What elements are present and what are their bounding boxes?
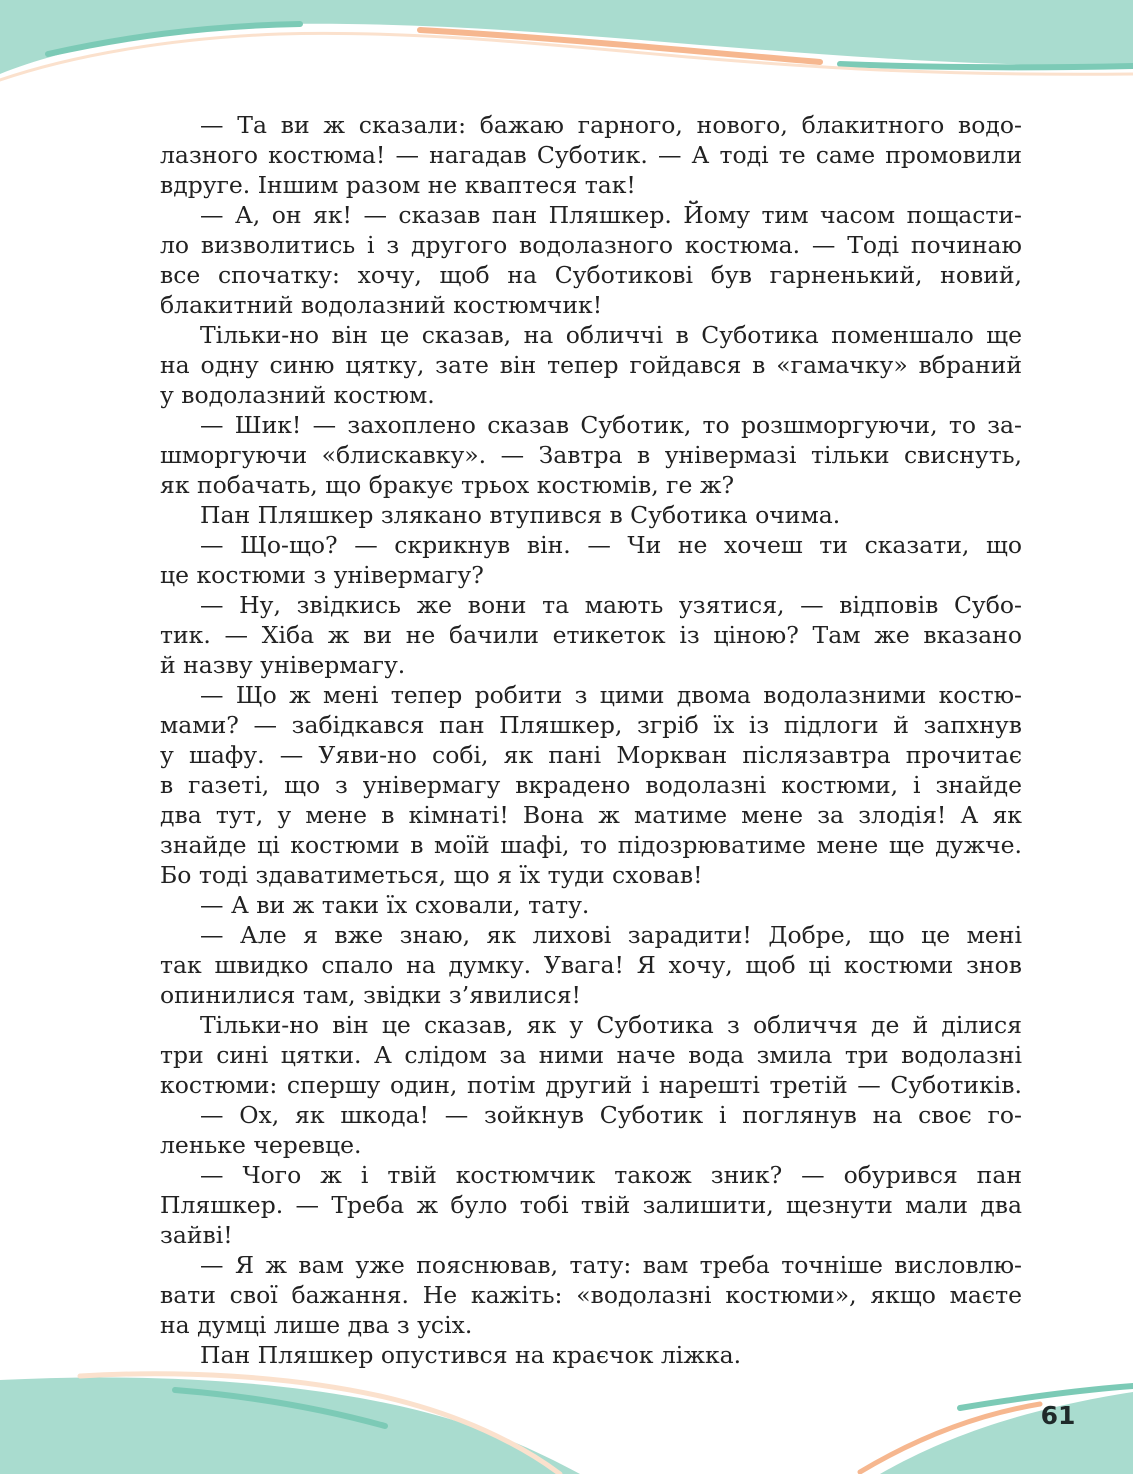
text-line: Пан Пляшкер опустився на краєчок ліжка. bbox=[200, 1341, 742, 1369]
text-line: на одну синю цятку, зате він тепер гойдався в «гамачку» вбраний bbox=[160, 351, 1022, 379]
text-line: — Що-що? — скрикнув він. — Чи не хочеш ти сказати, що bbox=[200, 531, 1022, 559]
paragraph-11 bbox=[160, 1010, 1022, 1100]
text-line: — Але я вже знаю, як лихові зарадити! Добре, що це мені bbox=[200, 921, 1022, 949]
text-line: в газеті, що з універмагу вкрадено водолазні костюми, і знайде bbox=[160, 771, 1022, 799]
text-line: — А, он як! — сказав пан Пляшкер. Йому тим часом пощасти- bbox=[200, 201, 1022, 229]
paragraph-14 bbox=[160, 1250, 1022, 1340]
text-line: знайде ці костюми в моїй шафі, то підозрюватиме мене ще дужче. bbox=[160, 831, 1022, 859]
text-line: Тільки-но він це сказав, на обличчі в Суботика поменшало ще bbox=[200, 321, 1022, 349]
paragraph-9 bbox=[160, 890, 1022, 920]
text-line: лазного костюма! — нагадав Суботик. — А тоді те саме промовили bbox=[160, 141, 1022, 169]
text-line: так швидко спало на думку. Увага! Я хочу, щоб ці костюми знов bbox=[160, 951, 1022, 979]
bottom-wave-band bbox=[0, 1377, 580, 1474]
paragraph-1 bbox=[160, 110, 1022, 200]
text-line: як побачать, що бракує трьох костюмів, ге ж? bbox=[160, 471, 735, 499]
text-line: два тут, у мене в кімнаті! Вона ж матиме мене за злодія! А як bbox=[160, 801, 1022, 829]
text-line: все спочатку: хочу, щоб на Суботикові був гарненький, новий, bbox=[160, 261, 1022, 289]
text-line: у водолазний костюм. bbox=[160, 381, 435, 409]
bottom-wave-band-right bbox=[880, 1392, 1133, 1474]
text-line: ло визволитись і з другого водолазного костюма. — Тоді починаю bbox=[160, 231, 1022, 259]
page-number: 61 bbox=[1040, 1401, 1076, 1430]
text-line: мами? — забідкався пан Пляшкер, згріб їх із підлоги й запхнув bbox=[160, 711, 1022, 739]
text-line: Тільки-но він це сказав, як у Суботика з обличчя де й ділися bbox=[200, 1011, 1022, 1039]
text-line: тик. — Хіба ж ви не бачили етикеток із ціною? Там же вказано bbox=[160, 621, 1022, 649]
text-line: Пляшкер. — Треба ж було тобі твій залишити, щезнути мали два bbox=[160, 1191, 1022, 1219]
paragraph-4 bbox=[160, 410, 1022, 500]
text-line: — Чого ж і твій костюмчик також зник? — обурився пан bbox=[200, 1161, 1022, 1189]
text-line: й назву універмагу. bbox=[160, 651, 406, 679]
text-line: — Шик! — захоплено сказав Суботик, то розшморгуючи, то за- bbox=[200, 411, 1022, 439]
text-line: це костюми з універмагу? bbox=[160, 561, 484, 589]
text-line: блакитний водолазний костюмчик! bbox=[160, 291, 603, 319]
text-line: — Я ж вам уже пояснював, тату: вам треба точніше висловлю- bbox=[200, 1251, 1022, 1279]
paragraph-13 bbox=[160, 1160, 1022, 1250]
paragraph-10 bbox=[160, 920, 1022, 1010]
text-line: — Що ж мені тепер робити з цими двома водолазними костю- bbox=[200, 681, 1022, 709]
text-line: леньке черевце. bbox=[160, 1131, 362, 1159]
text-line: костюми: спершу один, потім другий і нарешті третій — Суботиків. bbox=[160, 1071, 1022, 1099]
top-wave-teal-stroke-2 bbox=[840, 64, 1133, 67]
paragraph-6 bbox=[160, 530, 1022, 590]
paragraph-5 bbox=[160, 500, 1022, 530]
bottom-wave-decoration bbox=[0, 1364, 1133, 1474]
paragraph-12 bbox=[160, 1100, 1022, 1160]
top-wave-band bbox=[0, 0, 1133, 74]
text-line: Бо тоді здаватиметься, що я їх туди сховав! bbox=[160, 861, 703, 889]
text-line: — Ну, звідкись же вони та мають узятися, — відповів Субо- bbox=[200, 591, 1022, 619]
text-line: зайві! bbox=[160, 1221, 233, 1249]
text-line: три сині цятки. А слідом за ними наче вода змила три водолазні bbox=[160, 1041, 1022, 1069]
paragraph-2 bbox=[160, 200, 1022, 320]
text-line: опинилися там, звідки з’явилися! bbox=[160, 981, 581, 1009]
paragraph-8 bbox=[160, 680, 1022, 890]
text-line: вати свої бажання. Не кажіть: «водолазні костюми», якщо маєте bbox=[160, 1281, 1022, 1309]
text-line: вдруге. Іншим разом не кваптеся так! bbox=[160, 171, 636, 199]
text-line: — Та ви ж сказали: бажаю гарного, нового, блакитного водо- bbox=[200, 111, 1022, 139]
paragraph-7 bbox=[160, 590, 1022, 680]
text-line: у шафу. — Уяви-но собі, як пані Морквaн післязавтра прочитає bbox=[160, 741, 1022, 769]
paragraph-3 bbox=[160, 320, 1022, 410]
text-line: — А ви ж таки їх сховали, тату. bbox=[200, 891, 590, 919]
text-line: — Ох, як шкода! — зойкнув Суботик і поглянув на своє го- bbox=[200, 1101, 1022, 1129]
story-text bbox=[160, 110, 1022, 1370]
text-line: шморгуючи «блискавку». — Завтра в універмазі тільки свиснуть, bbox=[160, 441, 1022, 469]
text-line: Пан Пляшкер злякано втупився в Суботика очима. bbox=[200, 501, 841, 529]
text-line: на думці лише два з усіх. bbox=[160, 1311, 473, 1339]
top-wave-decoration bbox=[0, 0, 1133, 90]
